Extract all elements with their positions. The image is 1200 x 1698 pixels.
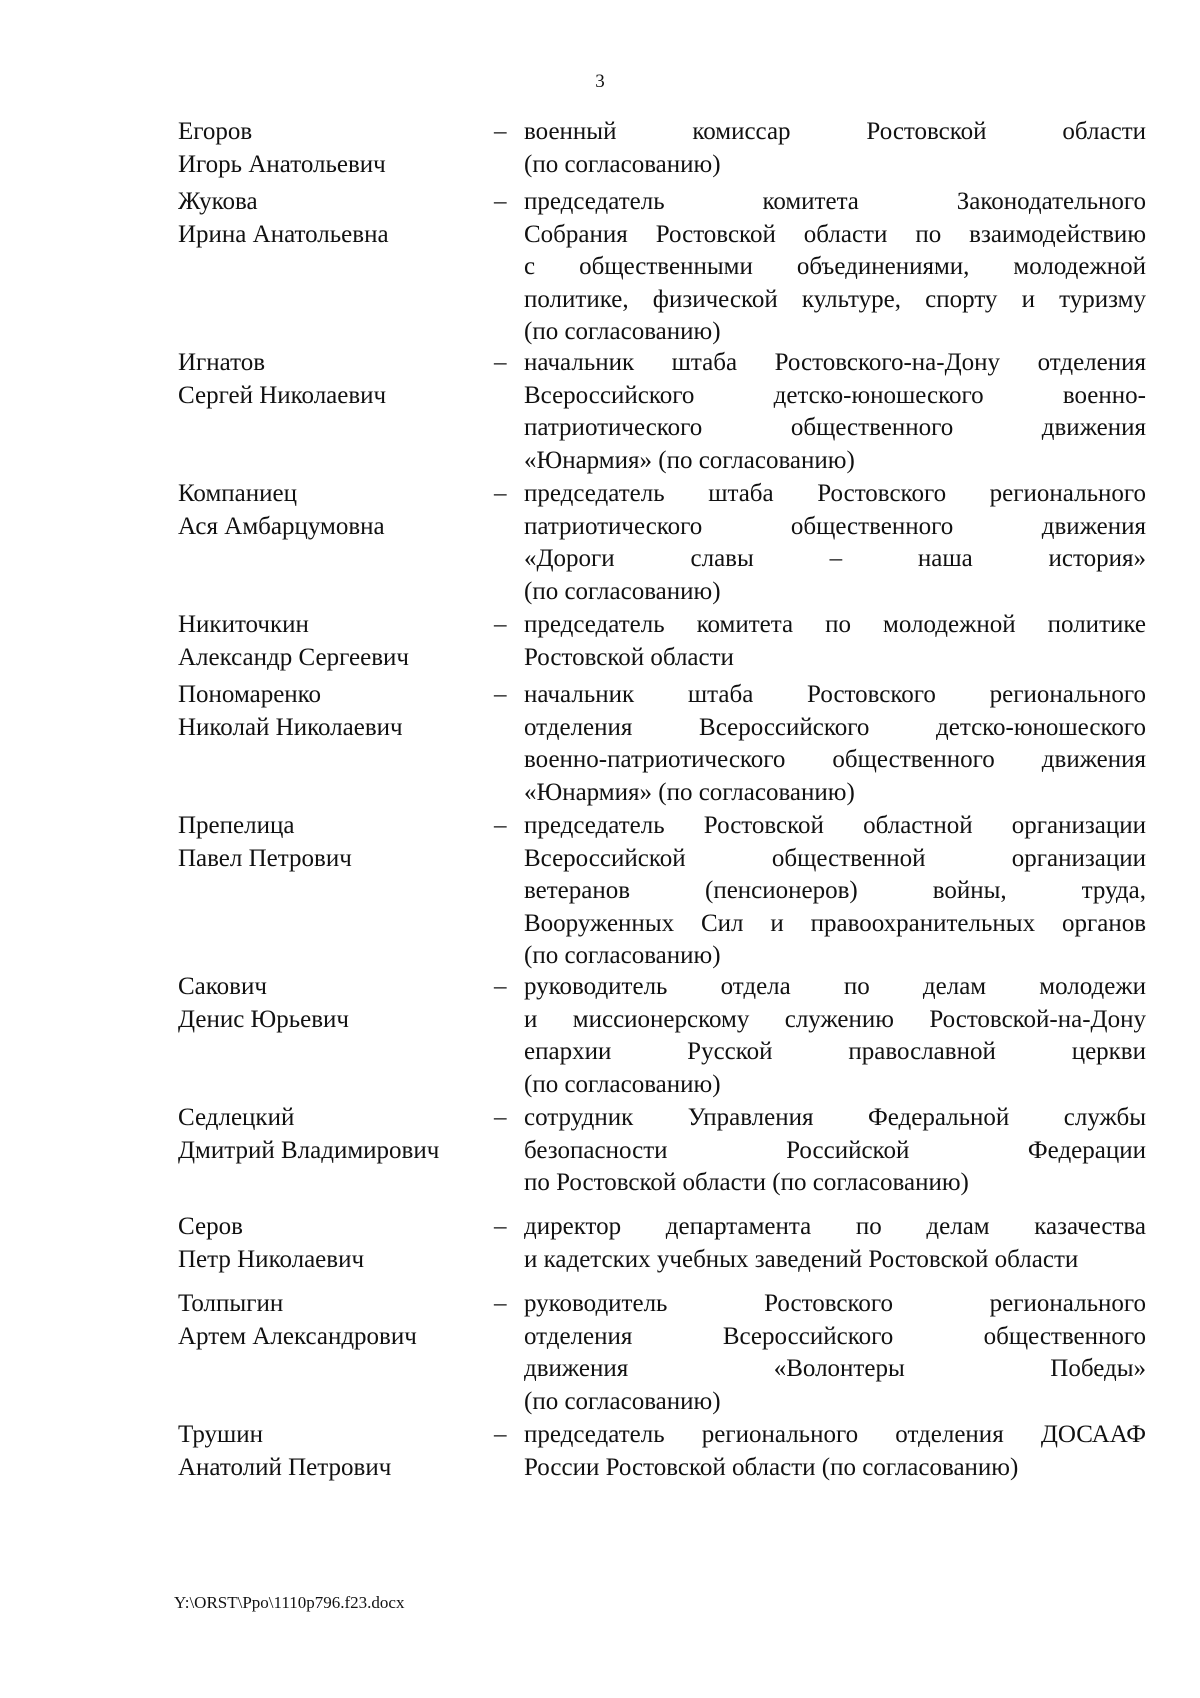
dash-separator: –	[494, 1104, 507, 1131]
footer-file-path: Y:\ORST\Ppo\1110p796.f23.docx	[174, 1593, 405, 1612]
member-name	[178, 347, 468, 412]
position-line: председатель регионального отделения ДОСААФ	[524, 1421, 1146, 1448]
position-line: начальник штаба Ростовского-на-Дону отделения	[524, 349, 1146, 376]
member-given-name: Дмитрий Владимирович	[178, 1136, 440, 1164]
member-surname: Сакович	[178, 973, 267, 1000]
dash-separator: –	[494, 118, 507, 145]
position-line: председатель комитета Законодательного	[524, 188, 1146, 215]
member-given-name: Артем Александрович	[178, 1322, 417, 1350]
member-surname: Никиточкин	[178, 611, 309, 638]
position-line: отделения Всероссийского детско-юношеского	[524, 713, 1146, 741]
position-line: Вооруженных Сил и правоохранительных органов	[524, 909, 1146, 937]
page-number: 3	[595, 71, 605, 92]
position-line: директор департамента по делам казачества	[524, 1213, 1146, 1240]
member-name	[178, 1211, 468, 1276]
position-line: отделения Всероссийского общественного	[524, 1322, 1146, 1350]
member-surname: Трушин	[178, 1421, 263, 1448]
position-line: «Юнармия» (по согласованию)	[524, 446, 855, 474]
position-line: ветеранов (пенсионеров) войны, труда,	[524, 877, 1146, 905]
member-name	[178, 679, 468, 744]
member-surname: Седлецкий	[178, 1104, 295, 1131]
member-position	[524, 478, 1146, 608]
dash-separator: –	[494, 973, 507, 1000]
member-surname: Игнатов	[178, 349, 266, 376]
position-line: «Дороги славы – наша история»	[524, 545, 1146, 573]
position-line: (по согласованию)	[524, 1070, 721, 1098]
member-position	[524, 971, 1146, 1101]
member-position	[524, 186, 1146, 349]
position-line: председатель комитета по молодежной политике	[524, 611, 1146, 638]
position-line: руководитель Ростовского регионального	[524, 1290, 1146, 1317]
position-line: «Юнармия» (по согласованию)	[524, 778, 855, 806]
member-given-name: Ирина Анатольевна	[178, 220, 389, 248]
position-line: движения «Волонтеры Победы»	[524, 1355, 1146, 1383]
member-name	[178, 971, 468, 1036]
dash-separator: –	[494, 1421, 507, 1448]
member-surname: Препелица	[178, 812, 295, 839]
member-position	[524, 1102, 1146, 1200]
position-line: Всероссийского детско-юношеского военно-	[524, 381, 1146, 409]
position-line: политике, физической культуре, спорту и туризму	[524, 285, 1146, 313]
position-line: и кадетских учебных заведений Ростовской области	[524, 1245, 1079, 1273]
member-name	[178, 1419, 468, 1484]
dash-separator: –	[494, 812, 507, 839]
dash-separator: –	[494, 681, 507, 708]
position-line: патриотического общественного движения	[524, 414, 1146, 442]
member-surname: Пономаренко	[178, 681, 322, 708]
member-surname: Компаниец	[178, 480, 297, 507]
member-position	[524, 810, 1146, 973]
position-line: и миссионерскому служению Ростовской-на-Дону	[524, 1005, 1146, 1033]
member-name	[178, 1288, 468, 1353]
position-line: безопасности Российской Федерации	[524, 1136, 1146, 1164]
position-line: (по согласованию)	[524, 942, 721, 970]
position-line: военный комиссар Ростовской области	[524, 118, 1146, 145]
dash-separator: –	[494, 349, 507, 376]
member-given-name: Павел Петрович	[178, 844, 352, 872]
member-name	[178, 1102, 468, 1167]
member-position	[524, 1288, 1146, 1418]
dash-separator: –	[494, 611, 507, 638]
member-name	[178, 478, 468, 543]
member-surname: Толпыгин	[178, 1290, 284, 1317]
dash-separator: –	[494, 480, 507, 507]
member-given-name: Анатолий Петрович	[178, 1453, 392, 1481]
member-name	[178, 810, 468, 875]
position-line: председатель штаба Ростовского регионального	[524, 480, 1146, 507]
member-position	[524, 347, 1146, 477]
dash-separator: –	[494, 1290, 507, 1317]
member-given-name: Денис Юрьевич	[178, 1005, 350, 1033]
position-line: председатель Ростовской областной организации	[524, 812, 1146, 839]
position-line: руководитель отдела по делам молодежи	[524, 973, 1146, 1000]
position-line: военно-патриотического общественного движения	[524, 746, 1146, 774]
member-name	[178, 609, 468, 674]
position-line: по Ростовской области (по согласованию)	[524, 1169, 969, 1197]
position-line: сотрудник Управления Федеральной службы	[524, 1104, 1146, 1131]
position-line: России Ростовской области (по согласованию)	[524, 1453, 1019, 1481]
member-position	[524, 116, 1146, 181]
dash-separator: –	[494, 1213, 507, 1240]
position-line: епархии Русской православной церкви	[524, 1038, 1146, 1066]
position-line: Всероссийской общественной организации	[524, 844, 1146, 872]
member-position	[524, 679, 1146, 809]
member-given-name: Ася Амбарцумовна	[178, 512, 385, 540]
member-position	[524, 1419, 1146, 1484]
position-line: Собрания Ростовской области по взаимодействию	[524, 220, 1146, 248]
position-line: (по согласованию)	[524, 577, 721, 605]
position-line: с общественными объединениями, молодежной	[524, 253, 1146, 281]
member-given-name: Сергей Николаевич	[178, 381, 387, 409]
member-given-name: Петр Николаевич	[178, 1245, 365, 1273]
member-surname: Егоров	[178, 118, 253, 145]
position-line: (по согласованию)	[524, 150, 721, 178]
member-name	[178, 186, 468, 251]
member-given-name: Николай Николаевич	[178, 713, 403, 741]
member-position	[524, 1211, 1146, 1276]
member-given-name: Александр Сергеевич	[178, 643, 409, 671]
position-line: (по согласованию)	[524, 318, 721, 346]
position-line: (по согласованию)	[524, 1387, 721, 1415]
position-line: Ростовской области	[524, 643, 734, 671]
member-surname: Серов	[178, 1213, 243, 1240]
position-line: начальник штаба Ростовского регионального	[524, 681, 1146, 708]
dash-separator: –	[494, 188, 507, 215]
member-surname: Жукова	[178, 188, 258, 215]
member-given-name: Игорь Анатольевич	[178, 150, 386, 178]
member-name	[178, 116, 468, 181]
member-position	[524, 609, 1146, 674]
position-line: патриотического общественного движения	[524, 512, 1146, 540]
